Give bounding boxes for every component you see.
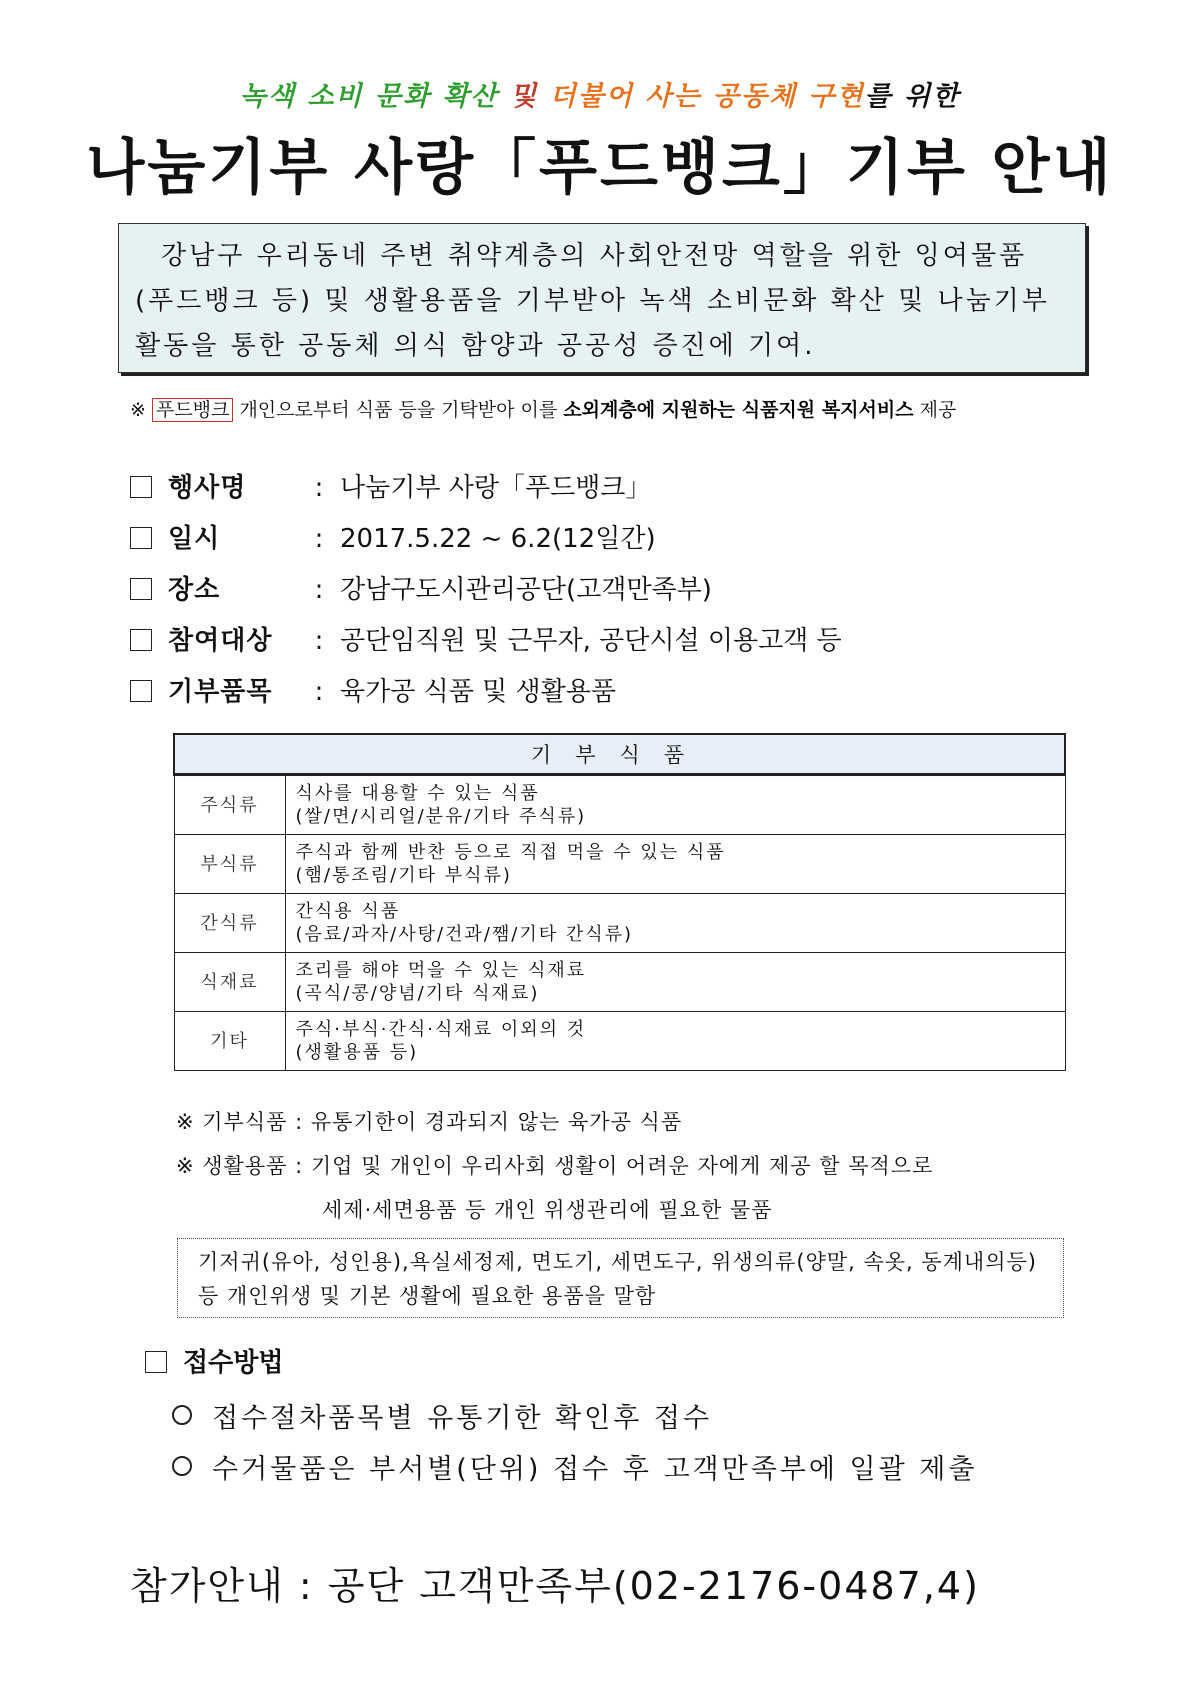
table-category: 주식류 <box>174 775 285 835</box>
subtitle-part-green: 녹색 소비 문화 확산 <box>239 81 499 112</box>
table-description <box>285 775 1065 835</box>
item-label: 참여대상 <box>168 626 273 656</box>
item-date <box>130 518 656 555</box>
note-daily-2: 세제·세면용품 등 개인 위생관리에 필요한 물품 <box>322 1198 773 1222</box>
contact-info: 참가안내 : 공단 고객만족부(02-2176-0487,4) <box>130 1564 980 1608</box>
checkbox-square-icon <box>130 680 152 702</box>
item-target <box>130 620 842 657</box>
item-value: 육가공 식품 및 생활용품 <box>340 677 616 707</box>
reception-step-text: 수거물품은 부서별(단위) 접수 후 고객만족부에 일괄 제출 <box>212 1454 978 1485</box>
table-row <box>174 775 1065 835</box>
reception-step <box>172 1447 977 1486</box>
item-separator: : <box>314 677 324 707</box>
item-goods <box>130 671 616 708</box>
note-text-1: 개인으로부터 식품 등을 기탁받아 이를 <box>239 399 558 421</box>
checkbox-square-icon <box>130 527 152 549</box>
page-title: 나눔기부 사랑「푸드뱅크」기부 안내 <box>86 133 1114 203</box>
description-line: 간식용 식품 <box>295 901 401 922</box>
item-event-name <box>130 467 651 504</box>
description-line: (생활용품 등) <box>295 1042 419 1063</box>
reception-step-text: 접수절차품목별 유통기한 확인후 접수 <box>212 1403 713 1434</box>
subtitle <box>0 74 1200 113</box>
item-separator: : <box>314 473 324 503</box>
foodbank-note <box>130 395 1090 422</box>
table-category: 간식류 <box>174 894 285 953</box>
description-line: (햄/통조림/기타 부식류) <box>295 865 512 886</box>
subtitle-part-orange: 더불어 사는 공동체 구현 <box>549 81 865 112</box>
circle-bullet-icon <box>172 1456 192 1476</box>
item-value: 2017.5.22 ~ 6.2(12일간) <box>340 524 656 554</box>
item-value: 나눔기부 사랑「푸드뱅크」 <box>340 473 652 503</box>
note-text-3: 제공 <box>919 399 957 421</box>
item-label: 장소 <box>168 575 221 605</box>
table-row <box>174 953 1065 1012</box>
donation-food-table <box>173 733 1066 1071</box>
description-line: 주식·부식·간식·식재료 이외의 것 <box>295 1019 587 1040</box>
table-row <box>174 894 1065 953</box>
note-text-2: 소외계층에 지원하는 식품지원 복지서비스 <box>563 399 914 421</box>
note-daily-1: ※ 생활용품 : 기업 및 개인이 우리사회 생활이 어려운 자에게 제공 할 목적으로 <box>176 1154 934 1178</box>
circle-bullet-icon <box>172 1405 192 1425</box>
table-description <box>285 953 1065 1012</box>
table-description <box>285 1012 1065 1071</box>
item-place <box>130 569 712 606</box>
intro-box <box>118 223 1086 373</box>
description-line: 조리를 해야 먹을 수 있는 식재료 <box>295 960 587 981</box>
note-food: ※ 기부식품 : 유통기한이 경과되지 않는 육가공 식품 <box>176 1110 683 1134</box>
note-term: 푸드뱅크 <box>152 398 233 422</box>
checkbox-square-icon <box>130 629 152 651</box>
description-line: (곡식/콩/양념/기타 식재료) <box>295 983 540 1004</box>
description-line: (쌀/면/시리얼/분유/기타 주식류) <box>295 806 587 827</box>
item-label: 기부품목 <box>168 677 273 707</box>
item-separator: : <box>314 575 324 605</box>
checkbox-square-icon <box>130 578 152 600</box>
table-description <box>285 894 1065 953</box>
reception-title: 접수방법 <box>183 1348 284 1378</box>
description-line: (음료/과자/사탕/건과/쨈/기타 간식류) <box>295 924 634 945</box>
table-description <box>285 835 1065 894</box>
item-separator: : <box>314 626 324 656</box>
item-label: 일시 <box>168 524 221 554</box>
table-header: 기부식품 <box>174 734 1065 775</box>
item-value: 공단임직원 및 근무자, 공단시설 이용고객 등 <box>340 626 842 656</box>
table-category: 기타 <box>174 1012 285 1071</box>
table-category: 식재료 <box>174 953 285 1012</box>
table-row <box>174 835 1065 894</box>
reception-step <box>172 1396 712 1435</box>
item-value: 강남구도시관리공단(고객만족부) <box>340 575 712 605</box>
item-label: 행사명 <box>168 473 247 503</box>
reception-heading <box>145 1342 283 1379</box>
description-line: 식사를 대용할 수 있는 식품 <box>295 783 540 804</box>
intro-text: 강남구 우리동네 주변 취약계층의 사회안전망 역할을 위한 잉여물품(푸드뱅크 등) 및 생활용품을 기부받아 녹색 소비문화 확산 및 나눔기부 활동을 통한 공동체 의식 함양과 공공성 증진에 기여. <box>135 241 1050 361</box>
examples-box: 기저귀(유아, 성인용),욕실세정제, 면도기, 세면도구, 위생의류(양말, 속옷, 동계내의등) 등 개인위생 및 기본 생활에 필요한 용품을 말함 <box>177 1238 1064 1318</box>
description-line: 주식과 함께 반찬 등으로 직접 먹을 수 있는 식품 <box>295 842 726 863</box>
subtitle-part-black: 를 위한 <box>864 81 961 112</box>
checkbox-square-icon <box>145 1351 167 1373</box>
item-separator: : <box>314 524 324 554</box>
checkbox-square-icon <box>130 476 152 498</box>
note-mark: ※ <box>130 399 146 421</box>
table-category: 부식류 <box>174 835 285 894</box>
subtitle-part-red: 및 <box>498 81 550 112</box>
table-row <box>174 1012 1065 1071</box>
